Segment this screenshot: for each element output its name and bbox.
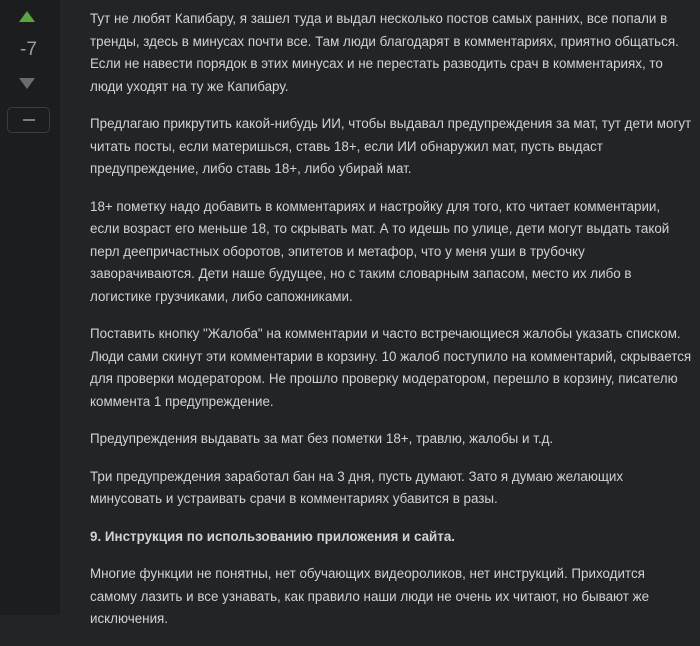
downvote-arrow-icon[interactable] xyxy=(19,78,35,89)
collapse-button[interactable] xyxy=(7,107,50,133)
upvote-arrow-icon[interactable] xyxy=(19,11,35,22)
post-body xyxy=(90,8,692,646)
post-paragraph: Поставить кнопку "Жалоба" на комментарии и часто встречающиеся жалобы указать списком. Люди сами скинут эти комментарии в корзину. 10 жалоб поступило на комментарий, скрывается для проверки модератором. Не прошло проверку модератором, перешло в корзину, писателю коммента 1 предупреждение. xyxy=(90,326,692,409)
post-paragraph: Три предупреждения заработал бан на 3 дня, пусть думают. Зато я думаю желающих минусовать и устраивать срачи в комментариях убавится в разы. xyxy=(90,468,624,506)
post-paragraph: Тут не любят Капибару, я зашел туда и выдал несколько постов самых ранних, все попали в тренды, здесь в минусах почти все. Там люди благодарят в комментариях, приятно общаться. Если не навести порядок в этих минусах и не перестать разводить срач в комментариях, то люди уходят на ту же Капибару. xyxy=(90,11,679,94)
vote-score: -7 xyxy=(20,39,37,60)
post-paragraph: Многие функции не понятны, нет обучающих видеороликов, нет инструкций. Приходится самому лазить и все узнавать, как правило наши люди не очень их читают, но бывают же исключения. xyxy=(90,566,650,626)
vote-rail xyxy=(0,0,60,615)
post-paragraph: 18+ пометку надо добавить в комментариях и настройку для того, кто читает комментарии, если возраст его меньше 18, то скрывать мат. А то идешь по улице, дети могут выдать такой перл деепричастных оборотов, эпитетов и метафор, что у меня уши в трубочку заворачиваются. Дети наше будущее, но с таким словарным запасом, место их либо в логистике грузчиками, либо сапожниками. xyxy=(90,198,670,304)
post-paragraph: Предлагаю прикрутить какой-нибудь ИИ, чтобы выдавал предупреждения за мат, тут дети могут читать посты, если материшься, ставь 18+, если ИИ обнаружил мат, пусть выдаст предупреждение, либо ставь 18+, либо убирай мат. xyxy=(90,116,692,176)
section-heading: 9. Инструкция по использованию приложения и сайта. xyxy=(90,528,455,544)
post-paragraph: Предупреждения выдавать за мат без пометки 18+, травлю, жалобы и т.д. xyxy=(90,431,554,446)
minus-icon xyxy=(23,119,35,121)
